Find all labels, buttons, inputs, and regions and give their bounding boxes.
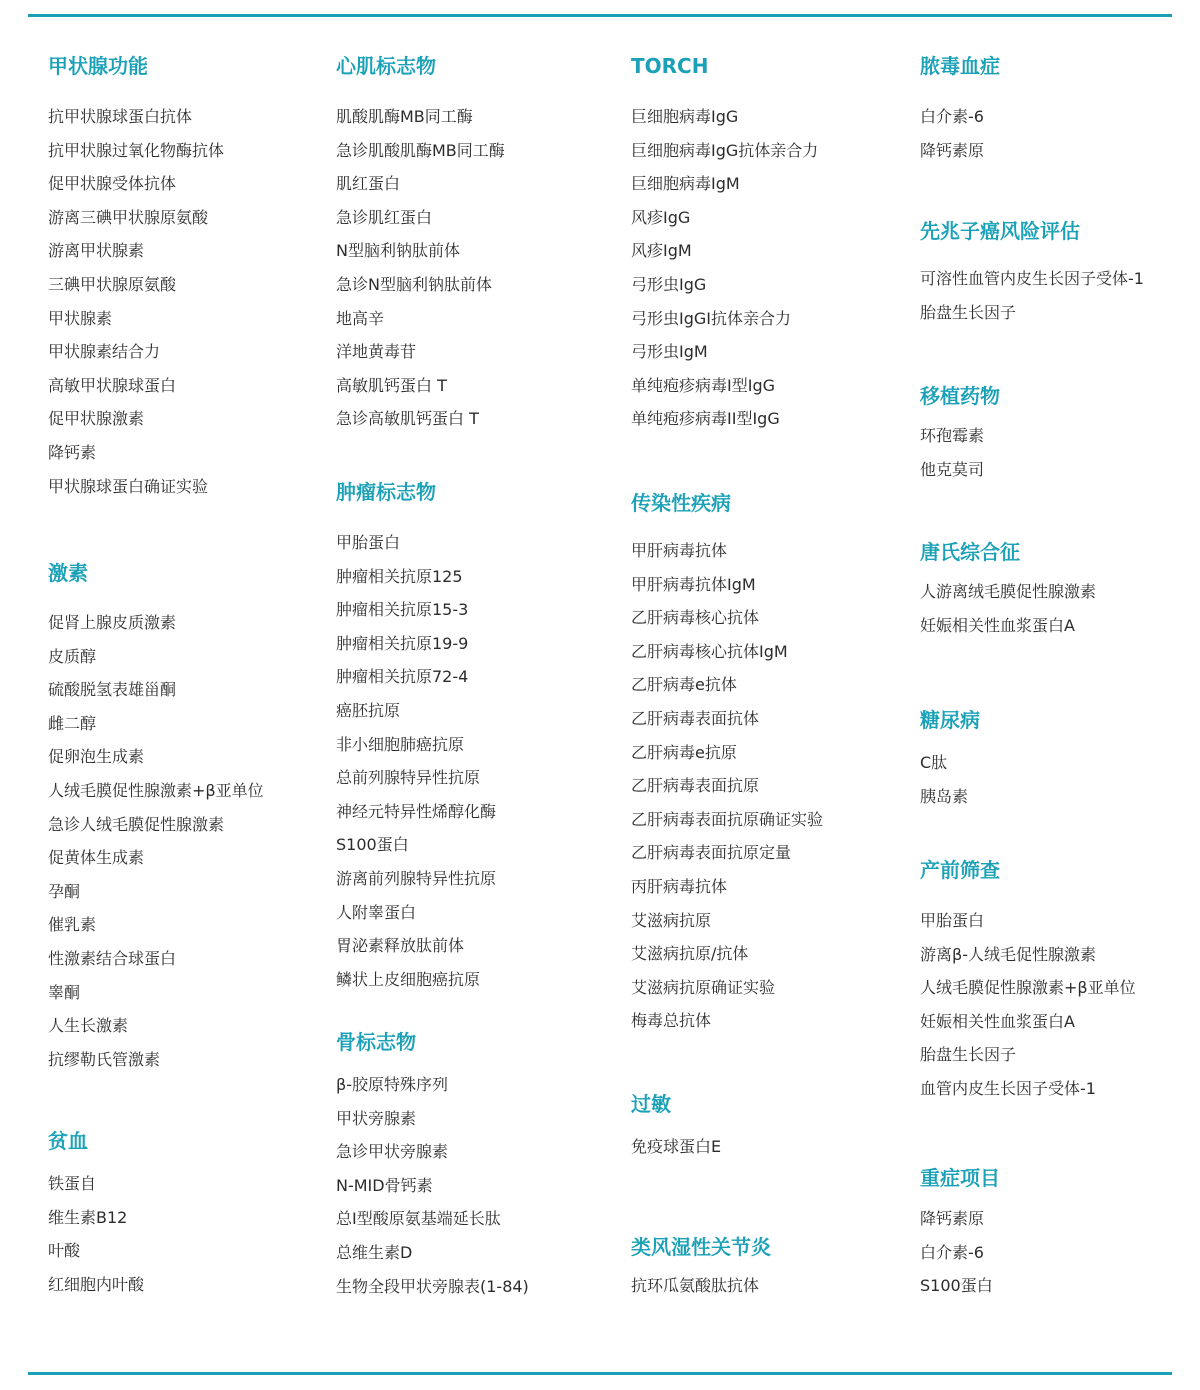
bottom-divider [28,1372,1172,1375]
list-item: 游离三碘甲状腺原氨酸 [48,207,209,227]
list-item: 人附睾蛋白 [336,902,417,922]
list-item: 抗甲状腺过氧化物酶抗体 [48,140,225,160]
list-item: 维生素B12 [48,1207,128,1227]
list-item: 叶酸 [48,1241,81,1261]
list-item: S100蛋白 [336,835,409,855]
test-list [631,534,901,1038]
list-item: 单纯疱疹病毒II型IgG [631,409,780,429]
test-list [920,419,1190,486]
list-item: 总I型酸原氨基端延长肽 [336,1209,501,1229]
section-title: 产前筛查 [920,858,1000,882]
section-torch [631,49,901,436]
section-title: 重症项目 [920,1166,1000,1190]
test-list [631,1269,901,1303]
list-item: 妊娠相关性血浆蛋白A [920,1011,1075,1031]
list-item: 促甲状腺受体抗体 [48,174,177,194]
list-item: 降钙素原 [920,1209,985,1228]
test-list [920,904,1190,1106]
list-item: C肽 [920,753,948,772]
list-item: 抗环瓜氨酸肽抗体 [631,1276,760,1295]
section-title: 先兆子癌风险评估 [920,219,1080,243]
list-item: 乙肝病毒核心抗体 [631,608,760,628]
list-item: 弓形虫IgGI抗体亲合力 [631,308,791,328]
list-item: 他克莫司 [920,459,985,479]
list-item: 单纯疱疹病毒I型IgG [631,375,775,395]
list-item: 乙肝病毒e抗体 [631,675,737,695]
list-item: 可溶性血管内皮生长因子受体-1 [920,269,1144,288]
list-item: 肌酸肌酶MB同工酶 [336,107,473,126]
test-list [336,1068,606,1303]
section-title: 脓毒血症 [920,54,1000,78]
list-item: 甲状腺素 [48,308,113,328]
list-item: 地高辛 [336,308,385,328]
list-item: 促肾上腺皮质激素 [48,613,177,632]
section-title: 过敏 [631,1092,671,1116]
list-item: 弓形虫IgG [631,274,707,294]
top-divider [28,14,1172,17]
section-title: 骨标志物 [336,1030,416,1054]
section-title: 肿瘤标志物 [336,480,436,504]
section-rheumatoid-arthritis [631,1230,901,1303]
list-item: 洋地黄毒苷 [336,342,417,362]
list-item: 风疹IgM [631,241,692,261]
list-item: 雌二醇 [48,713,97,733]
list-item: 性激素结合球蛋白 [48,948,177,968]
list-item: 总维生素D [336,1242,413,1262]
test-list [920,746,1190,813]
section-title: 类风湿性关节炎 [631,1235,771,1259]
section-critical-care [920,1161,1190,1303]
list-item: 抗甲状腺球蛋白抗体 [48,107,193,126]
list-item: N-MID骨钙素 [336,1175,433,1195]
list-item: 非小细胞肺癌抗原 [336,734,465,754]
list-item: 促黄体生成素 [48,848,145,868]
section-title: 心肌标志物 [336,54,436,78]
list-item: 急诊人绒毛膜促性腺激素 [48,814,225,834]
list-item: 促甲状腺激素 [48,409,145,429]
list-item: 游离β-人绒毛促性腺激素 [920,944,1096,964]
list-item: 艾滋病抗原/抗体 [631,944,749,964]
section-title: TORCH [631,54,709,78]
list-item: 巨细胞病毒IgM [631,174,740,194]
list-item: 乙肝病毒核心抗体IgM [631,641,788,661]
list-item: 妊娠相关性血浆蛋白A [920,615,1075,635]
section-anemia [48,1124,318,1301]
list-item: 肿瘤相关抗原72-4 [336,667,469,687]
list-item: 丙肝病毒抗体 [631,876,728,896]
test-list [48,606,318,1076]
list-item: 人生长激素 [48,1016,129,1036]
list-item: 免疫球蛋白E [631,1137,722,1156]
list-item: 胃泌素释放肽前体 [336,936,465,956]
list-item: 肿瘤相关抗原125 [336,566,463,586]
list-item: 乙肝病毒e抗原 [631,742,737,762]
list-item: 催乳素 [48,915,97,935]
section-tumor-markers [336,475,606,996]
list-item: 急诊甲状旁腺素 [336,1142,449,1162]
list-item: 肿瘤相关抗原15-3 [336,600,469,620]
section-title: 甲状腺功能 [48,54,148,78]
list-item: 神经元特异性烯醇化酶 [336,801,497,821]
list-item: 弓形虫IgM [631,342,708,362]
list-item: 睾酮 [48,982,81,1002]
list-item: 艾滋病抗原 [631,910,712,930]
list-item: 孕酮 [48,881,81,901]
section-hormones [48,556,318,1076]
test-list [336,526,606,996]
list-item: 白介素-6 [920,1242,984,1262]
section-title: 激素 [48,561,88,585]
test-list [920,262,1190,329]
list-item: 高敏肌钙蛋白 T [336,375,447,395]
list-item: 抗缪勒氏管激素 [48,1049,161,1069]
list-item: 降钙素 [48,442,97,462]
list-item: 血管内皮生长因子受体-1 [920,1078,1096,1098]
section-diabetes [920,703,1190,813]
list-item: 降钙素原 [920,140,985,160]
list-item: 高敏甲状腺球蛋白 [48,375,177,395]
section-cardiac-markers [336,49,606,436]
list-item: 艾滋病抗原确证实验 [631,977,776,997]
section-down-syndrome [920,535,1190,642]
section-bone-markers [336,1025,606,1303]
list-item: 巨细胞病毒IgG抗体亲合力 [631,140,819,160]
test-list [631,1130,901,1164]
list-item: 胰岛素 [920,786,969,806]
list-item: 梅毒总抗体 [631,1011,712,1031]
list-item: 肌红蛋白 [336,174,401,194]
section-allergy [631,1087,901,1164]
section-title: 糖尿病 [920,708,980,732]
list-item: 总前列腺特异性抗原 [336,768,481,788]
list-item: 急诊N型脑利钠肽前体 [336,274,492,294]
list-item: 三碘甲状腺原氨酸 [48,274,177,294]
list-item: 胎盘生长因子 [920,302,1017,322]
section-title: 传染性疾病 [631,491,731,515]
list-item: 甲状腺球蛋白确证实验 [48,476,209,496]
list-item: 甲胎蛋白 [336,533,401,552]
list-item: 急诊肌红蛋白 [336,207,433,227]
list-item: 人游离绒毛膜促性腺激素 [920,582,1097,601]
list-item: 游离前列腺特异性抗原 [336,868,497,888]
list-item: 甲肝病毒抗体 [631,541,728,560]
list-item: 癌胚抗原 [336,700,401,720]
list-item: 人绒毛膜促性腺激素+β亚单位 [48,780,264,800]
list-item: 硫酸脱氢表雄甾酮 [48,680,177,700]
section-transplant-drugs [920,379,1190,486]
list-item: 甲肝病毒抗体IgM [631,574,756,594]
list-item: 急诊肌酸肌酶MB同工酶 [336,140,505,160]
test-list [920,100,1190,167]
test-list [48,100,318,503]
list-item: 铁蛋自 [48,1174,97,1193]
test-list [920,575,1190,642]
section-prenatal-screening [920,853,1190,1106]
section-sepsis [920,49,1190,167]
list-item: 人绒毛膜促性腺激素+β亚单位 [920,978,1136,998]
list-item: 促卵泡生成素 [48,747,145,767]
list-item: 游离甲状腺素 [48,241,145,261]
test-list [336,100,606,436]
section-infectious-diseases [631,486,901,1038]
list-item: 巨细胞病毒IgG [631,107,739,126]
list-item: 鳞状上皮细胞癌抗原 [336,969,481,989]
test-list [631,100,901,436]
list-item: 甲状旁腺素 [336,1108,417,1128]
list-item: 胎盘生长因子 [920,1045,1017,1065]
list-item: N型脑利钠肽前体 [336,241,460,261]
list-item: 风疹IgG [631,207,691,227]
list-item: 生物全段甲状旁腺表(1-84) [336,1276,529,1296]
list-item: 乙肝病毒表面抗原定量 [631,843,792,863]
list-item: 甲胎蛋白 [920,911,985,930]
list-item: β-胶原特殊序列 [336,1075,448,1094]
list-item: 白介素-6 [920,107,984,126]
section-preeclampsia-risk [920,214,1190,329]
list-item: 红细胞内叶酸 [48,1274,145,1294]
list-item: 肿瘤相关抗原19-9 [336,633,469,653]
list-item: 乙肝病毒表面抗原确证实验 [631,809,824,829]
list-item: 皮质醇 [48,646,97,666]
list-item: S100蛋白 [920,1276,993,1296]
section-thyroid-function [48,49,318,503]
section-title: 唐氏综合征 [920,540,1020,564]
list-item: 乙肝病毒表面抗体 [631,708,760,728]
list-item: 甲状腺素结合力 [48,342,161,362]
list-item: 急诊高敏肌钙蛋白 T [336,409,479,429]
test-list [920,1202,1190,1303]
section-title: 贫血 [48,1129,88,1153]
list-item: 环孢霉素 [920,426,985,445]
section-title: 移植药物 [920,384,1000,408]
test-list [48,1167,318,1301]
list-item: 乙肝病毒表面抗原 [631,776,760,796]
